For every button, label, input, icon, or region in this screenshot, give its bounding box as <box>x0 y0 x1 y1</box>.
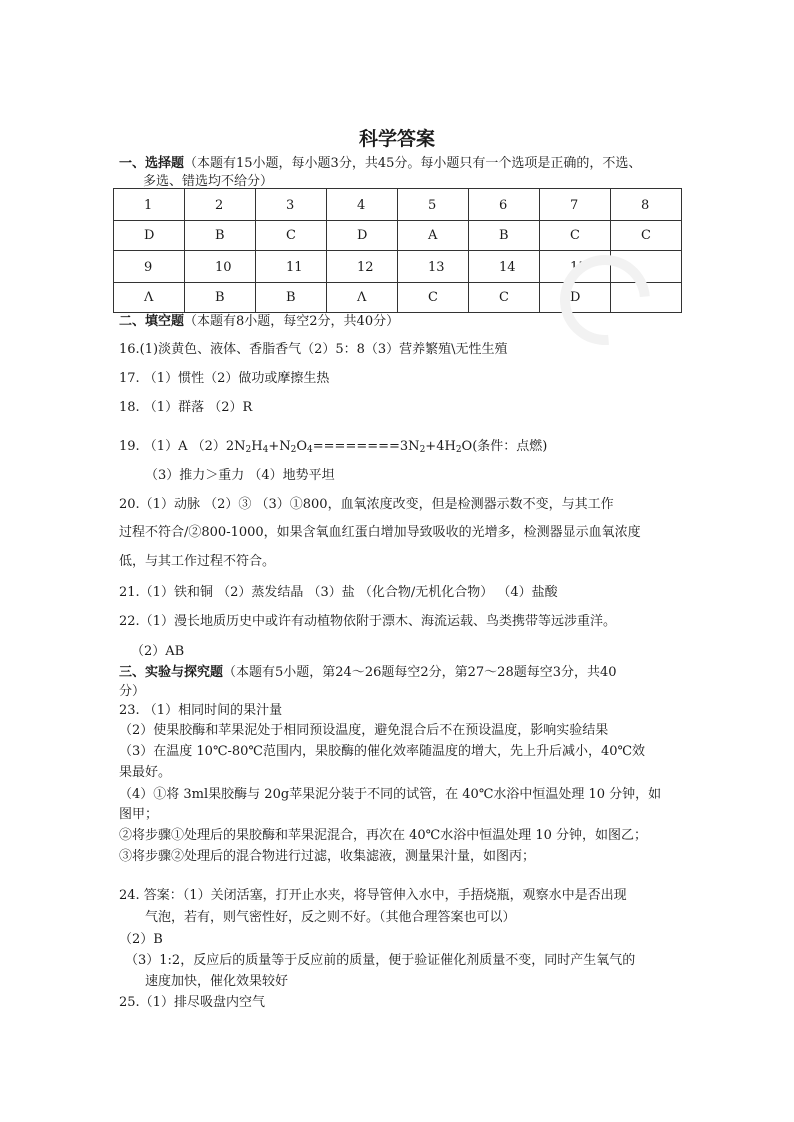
q22-answer-line1: 22.（1）漫长地质历史中或许有动植物依附于漂木、海流运载、鸟类携带等远涉重洋。 <box>119 614 616 629</box>
table-cell: 10 <box>185 251 256 283</box>
table-row-question-numbers <box>114 189 682 221</box>
table-cell: 14 <box>469 251 540 283</box>
q18-answer: 18. （1）群落 （2）R <box>119 400 253 415</box>
eq-sub: 2 <box>290 445 297 455</box>
q23-answer-line6: 图甲； <box>119 807 159 822</box>
table-cell: D <box>540 283 611 313</box>
table-cell: B <box>469 221 540 251</box>
table-cell: 7 <box>540 189 611 221</box>
table-cell: 11 <box>256 251 327 283</box>
table-cell: 13 <box>398 251 469 283</box>
table-cell: 12 <box>327 251 398 283</box>
section3-note-cont: 分） <box>119 684 146 699</box>
table-cell: 6 <box>469 189 540 221</box>
q19-part1: 19. （1）A （2） <box>119 439 226 454</box>
q23-answer-line7: ②将步骤①处理后的果胶酶和苹果泥混合，再次在 40℃水浴中恒温处理 10 分钟，如图乙； <box>119 828 648 843</box>
q24-answer-line4: （3）1:2，反应后的质量等于反应前的质量，便于验证催化剂质量不变，同时产生氧气的 <box>125 953 636 968</box>
table-cell: Λ <box>114 283 185 313</box>
eq-text: O <box>296 439 308 454</box>
eq-text: ========3N <box>312 439 420 454</box>
q19-equation <box>226 439 547 454</box>
page-title: 科学答案 <box>358 128 435 150</box>
table-cell: C <box>540 221 611 251</box>
q21-answer: 21.（1）铁和铜 （2）蒸发结晶 （3）盐 （化合物/无机化合物） （4）盐酸 <box>119 585 558 600</box>
q24-answer-line5: 速度加快，催化效果较好 <box>145 974 289 989</box>
table-cell: 5 <box>398 189 469 221</box>
table-cell: B <box>256 283 327 313</box>
q23-answer-line2: （2）使果胶酶和苹果泥处于相同预设温度，避免混合后不在预设温度，影响实验结果 <box>119 723 609 738</box>
section1-note-cont: 多选、错选均不给分） <box>143 174 274 189</box>
eq-sub: 2 <box>455 445 462 455</box>
table-cell: 9 <box>114 251 185 283</box>
eq-text: H <box>251 439 263 454</box>
table-row-answers <box>114 221 682 251</box>
section2-heading <box>119 310 399 329</box>
q16-answer: 16.(1)淡黄色、液体、香脂香气（2）5：8（3）营养繁殖\无性生殖 <box>119 342 508 357</box>
table-cell: B <box>185 221 256 251</box>
eq-sub: 4 <box>262 445 269 455</box>
table-cell: 3 <box>256 189 327 221</box>
eq-sub: 2 <box>419 445 426 455</box>
eq-text: +N <box>268 439 291 454</box>
q25-answer-line1: 25.（1）排尽吸盘内空气 <box>119 995 265 1010</box>
q23-answer-line1: 23. （1）相同时间的果汁量 <box>119 703 283 718</box>
eq-text: +4H <box>425 439 456 454</box>
q23-answer-line3: （3）在温度 10℃-80℃范围内，果胶酶的催化效率随温度的增大，先上升后减小，40℃效 <box>119 744 646 759</box>
q19-answer-cont: （3）推力＞重力 （4）地势平坦 <box>145 468 335 483</box>
q20-answer-line3: 低，与其工作过程不符合。 <box>119 554 276 569</box>
eq-sub: 2 <box>245 445 252 455</box>
q23-answer-line4: 果最好。 <box>119 765 172 780</box>
table-cell: 2 <box>185 189 256 221</box>
section3-heading <box>119 661 617 680</box>
table-cell: 15 <box>540 251 611 283</box>
q23-answer-line5: （4）①将 3ml果胶酶与 20g苹果泥分装于不同的试管，在 40℃水浴中恒温处理 10 分钟，如 <box>119 787 662 802</box>
table-cell: 4 <box>327 189 398 221</box>
section1-heading <box>119 152 641 171</box>
table-cell: C <box>256 221 327 251</box>
section1-label: 一、选择题 <box>119 156 185 171</box>
table-cell: C <box>398 283 469 313</box>
q17-answer: 17. （1）惯性（2）做功或摩擦生热 <box>119 371 330 386</box>
section2-note: （本题有8小题，每空2分，共40分） <box>184 314 400 329</box>
table-cell: Λ <box>327 283 398 313</box>
q24-answer-line3: （2）B <box>119 932 163 947</box>
table-cell: D <box>327 221 398 251</box>
q20-answer-line1: 20.（1）动脉 （2）③ （3）①800，血氧浓度改变，但是检测器示数不变，与其工作 <box>119 497 614 512</box>
section2-label: 二、填空题 <box>119 314 185 329</box>
table-cell: 1 <box>114 189 185 221</box>
eq-text: O(条件：点燃) <box>461 439 548 454</box>
q22-answer-line2: （2）AB <box>131 644 185 659</box>
section1-note: （本题有15小题，每小题3分，共45分。每小题只有一个选项是正确的，不选、 <box>184 156 642 171</box>
eq-sub: 4 <box>307 445 313 455</box>
q24-answer-line2: 气泡，若有，则气密性好，反之则不好。（其他合理答案也可以） <box>145 910 516 925</box>
eq-text: 2N <box>225 439 246 454</box>
q19-answer <box>119 435 547 454</box>
table-cell: B <box>185 283 256 313</box>
table-cell: C <box>611 221 682 251</box>
table-cell: A <box>398 221 469 251</box>
q20-answer-line2: 过程不符合/②800-1000，如果含氧血红蛋白增加导致吸收的光增多，检测器显示血氧浓度 <box>119 525 641 540</box>
section3-note: （本题有5小题，第24～26题每空2分，第27～28题每空3分，共40 <box>223 665 617 680</box>
q23-answer-line8: ③将步骤②处理后的混合物进行过滤，收集滤液，测量果汁量，如图丙； <box>119 849 536 864</box>
table-cell: C <box>469 283 540 313</box>
section3-label: 三、实验与探究题 <box>119 665 224 680</box>
table-cell: D <box>114 221 185 251</box>
q24-answer-line1: 24. 答案：（1）关闭活塞，打开止水夹，将导管伸入水中，手捂烧瓶，观察水中是否出现 <box>119 888 627 903</box>
table-cell: 8 <box>611 189 682 221</box>
